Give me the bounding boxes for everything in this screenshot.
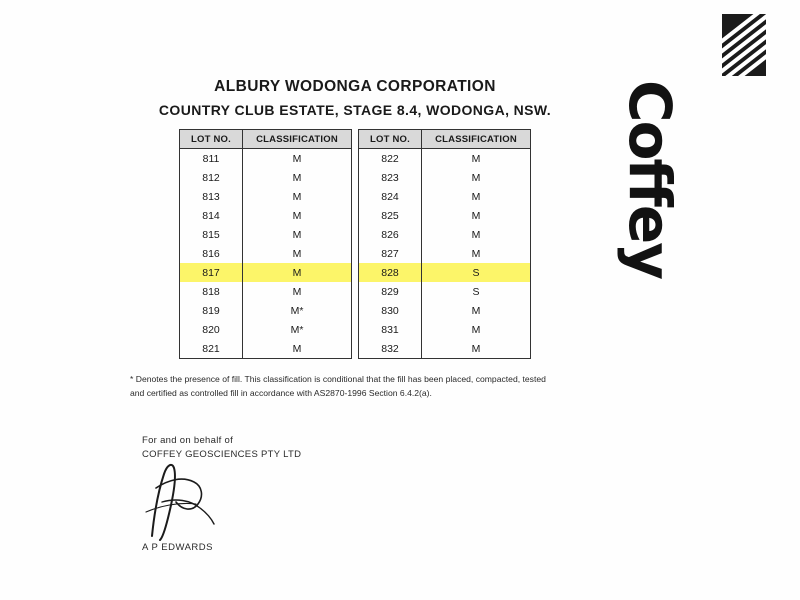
cell-classification: M <box>422 187 531 206</box>
footnote <box>130 373 580 401</box>
cell-lot-no: 821 <box>180 339 243 359</box>
cell-classification: M <box>422 301 531 320</box>
table-row <box>359 149 531 169</box>
cell-lot-no: 811 <box>180 149 243 169</box>
handwritten-signature <box>142 464 342 542</box>
cell-classification: M <box>243 282 352 301</box>
table-row <box>359 168 531 187</box>
cell-lot-no: 815 <box>180 225 243 244</box>
cell-lot-no: 819 <box>180 301 243 320</box>
cell-lot-no: 817 <box>180 263 243 282</box>
cell-classification: M* <box>243 320 352 339</box>
table-row <box>180 320 352 339</box>
cell-lot-no: 812 <box>180 168 243 187</box>
cell-lot-no: 827 <box>359 244 422 263</box>
cell-lot-no: 814 <box>180 206 243 225</box>
table-header-row <box>180 130 352 149</box>
cell-classification: M <box>243 244 352 263</box>
cell-lot-no: 829 <box>359 282 422 301</box>
document-title-line-1: ALBURY WODONGA CORPORATION <box>214 78 496 95</box>
cell-classification: M <box>422 168 531 187</box>
cell-lot-no: 816 <box>180 244 243 263</box>
cell-lot-no: 818 <box>180 282 243 301</box>
table-row <box>180 149 352 169</box>
table-row <box>180 225 352 244</box>
cell-lot-no: 826 <box>359 225 422 244</box>
cell-classification: M <box>243 263 352 282</box>
cell-lot-no: 813 <box>180 187 243 206</box>
signatory-name: A P EDWARDS <box>142 541 213 553</box>
cell-lot-no: 824 <box>359 187 422 206</box>
document-body <box>120 78 590 553</box>
cell-lot-no: 828 <box>359 263 422 282</box>
table-row <box>180 282 352 301</box>
table-row <box>180 263 352 282</box>
signature-icon <box>142 458 342 544</box>
company-name-text: COFFEY GEOSCIENCES PTY LTD <box>142 448 302 460</box>
table-row <box>359 187 531 206</box>
cell-classification: M* <box>243 301 352 320</box>
cell-lot-no: 820 <box>180 320 243 339</box>
table-row <box>180 339 352 359</box>
lot-table-left <box>179 129 352 359</box>
cell-lot-no: 831 <box>359 320 422 339</box>
table-row <box>180 244 352 263</box>
cell-lot-no: 830 <box>359 301 422 320</box>
table-row <box>180 168 352 187</box>
cell-lot-no: 823 <box>359 168 422 187</box>
table-row <box>180 301 352 320</box>
cell-classification: M <box>243 149 352 169</box>
table-row <box>180 187 352 206</box>
table-row <box>359 225 531 244</box>
cell-lot-no: 822 <box>359 149 422 169</box>
signature-block <box>142 435 590 553</box>
coffey-wordmark: Coffey <box>616 80 684 279</box>
cell-classification: M <box>243 187 352 206</box>
table-row <box>359 206 531 225</box>
footnote-line-2: and certified as controlled fill in accordance with AS2870-1996 Section 6.4.2(a). <box>130 387 432 398</box>
cell-classification: M <box>422 244 531 263</box>
cell-classification: M <box>422 320 531 339</box>
table-row <box>359 263 531 282</box>
footnote-line-1: * Denotes the presence of fill. This classification is conditional that the fill has been placed, compacted, tested <box>130 374 546 384</box>
table-row <box>359 244 531 263</box>
cell-classification: M <box>243 339 352 359</box>
cell-classification: S <box>422 263 531 282</box>
table-row <box>180 206 352 225</box>
table-row <box>359 282 531 301</box>
column-header-lot-no: LOT NO. <box>180 130 243 149</box>
cell-classification: M <box>243 206 352 225</box>
column-header-classification: CLASSIFICATION <box>243 130 352 149</box>
cell-classification: M <box>243 225 352 244</box>
classification-tables <box>120 129 590 359</box>
table-row <box>359 320 531 339</box>
cell-lot-no: 825 <box>359 206 422 225</box>
document-title-line-2: COUNTRY CLUB ESTATE, STAGE 8.4, WODONGA, NSW. <box>158 102 552 118</box>
column-header-classification: CLASSIFICATION <box>422 130 531 149</box>
lot-table-right <box>358 129 531 359</box>
table-row <box>359 301 531 320</box>
cell-classification: M <box>422 225 531 244</box>
cell-classification: M <box>422 339 531 359</box>
table-header-row <box>359 130 531 149</box>
cell-classification: M <box>422 149 531 169</box>
column-header-lot-no: LOT NO. <box>359 130 422 149</box>
cell-lot-no: 832 <box>359 339 422 359</box>
coffey-logo <box>616 8 790 308</box>
coffey-hatch-mark-icon <box>722 14 766 76</box>
cell-classification: M <box>422 206 531 225</box>
table-row <box>359 339 531 359</box>
for-and-on-behalf-of-text: For and on behalf of <box>142 434 234 446</box>
cell-classification: M <box>243 168 352 187</box>
cell-classification: S <box>422 282 531 301</box>
